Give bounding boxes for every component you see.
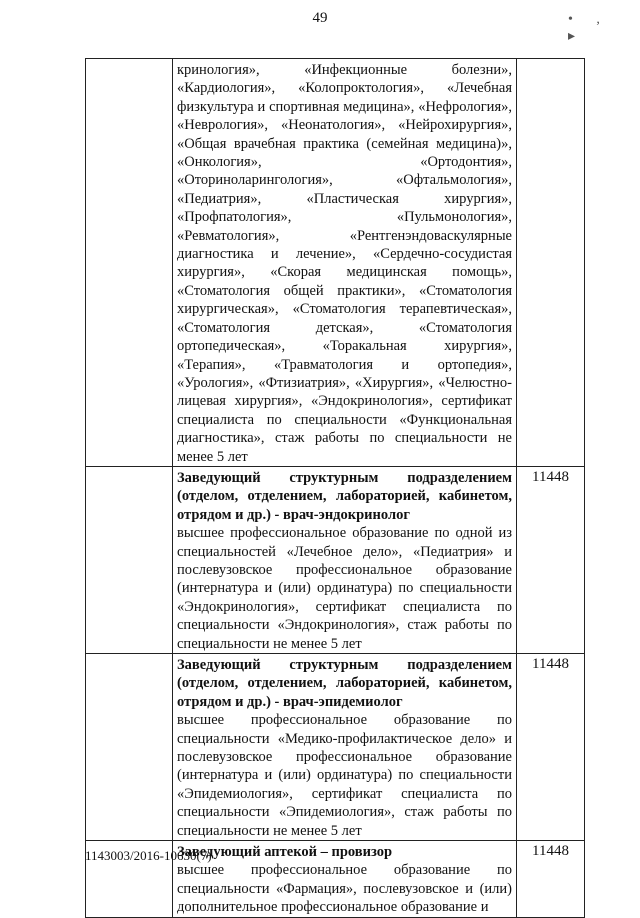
table-row bbox=[86, 654, 585, 841]
qualification-table bbox=[85, 58, 585, 918]
requirements-cell bbox=[173, 654, 517, 841]
requirements-text: кринология», «Инфекционные болезни», «Кардиология», «Колопроктология», «Лечебная физкультура и спортивная медицина», «Нефрология», «Неврология», «Неонатология», «Нейрохирургия», «Общая врачебная практика (семейная медицина)», «Онкология», «Ортодонтия», «Оториноларингология», «Офтальмология», «Педиатрия», «Пластическая хирургия», «Профпатология», «Пульмонология», «Ревматология», «Рентгенэндоваскулярные диагностика и лечение», «Сердечно-сосудистая хирургия», «Скорая медицинская помощь», «Стоматология общей практики», «Стоматология хирургическая», «Стоматология терапевтическая», «Стоматология детская», «Стоматология ортопедическая», «Торакальная хирургия», «Терапия», «Травматология и ортопедия», «Урология», «Фтизиатрия», «Хирургия», «Челюстно-лицевая хирургия», «Эндокринология», сертификат специалиста по специальности «Функциональная диагностика», стаж работы по специальности не менее 5 лет bbox=[177, 62, 512, 465]
requirements-cell bbox=[173, 59, 517, 467]
position-title: Заведующий структурным подразделением (отделом, отделением, лабораторией, кабинетом, отрядом и др.) - врач-эндокринолог bbox=[177, 469, 512, 523]
salary-cell: 11448 bbox=[517, 466, 585, 653]
requirements-text: высшее профессиональное образование по специальности «Фармация», послевузовское и (или) дополнительное профессиональное образование и bbox=[177, 862, 512, 916]
requirements-cell bbox=[173, 466, 517, 653]
page-number: 49 bbox=[312, 10, 328, 26]
empty-cell bbox=[86, 654, 173, 841]
position-title: Заведующий структурным подразделением (отделом, отделением, лабораторией, кабинетом, отрядом и др.) - врач-эпидемиолог bbox=[177, 657, 512, 710]
document-footer-code: 1143003/2016-10630(7) bbox=[85, 848, 212, 863]
requirements-text: высшее профессиональное образование по одной из специальностей «Лечебное дело», «Педиатрия» и послевузовское профессиональное образование (интернатура и (или) ординатура) по специальности «Эндокринология», сертификат специалиста по специальности «Эндокринология», стаж работы по специальности не менее 5 лет bbox=[177, 525, 512, 652]
table-row bbox=[86, 466, 585, 653]
requirements-text: высшее профессиональное образование по специальности «Медико-профилактическое дело» и послевузовское профессиональное образование (интернатура и (или) ординатура) по специальности «Эпидемиология», сертификат специалиста по специальности «Эпидемиология», стаж работы по специальности не менее 5 лет bbox=[177, 712, 512, 839]
requirements-cell bbox=[173, 841, 517, 918]
table-row bbox=[86, 59, 585, 467]
empty-cell bbox=[86, 59, 173, 467]
position-title: Заведующий аптекой – провизор bbox=[177, 844, 393, 861]
salary-cell: 11448 bbox=[517, 841, 585, 918]
empty-cell bbox=[86, 466, 173, 653]
salary-cell bbox=[517, 59, 585, 467]
salary-cell: 11448 bbox=[517, 654, 585, 841]
corner-marks: • , ▸ bbox=[568, 12, 610, 44]
